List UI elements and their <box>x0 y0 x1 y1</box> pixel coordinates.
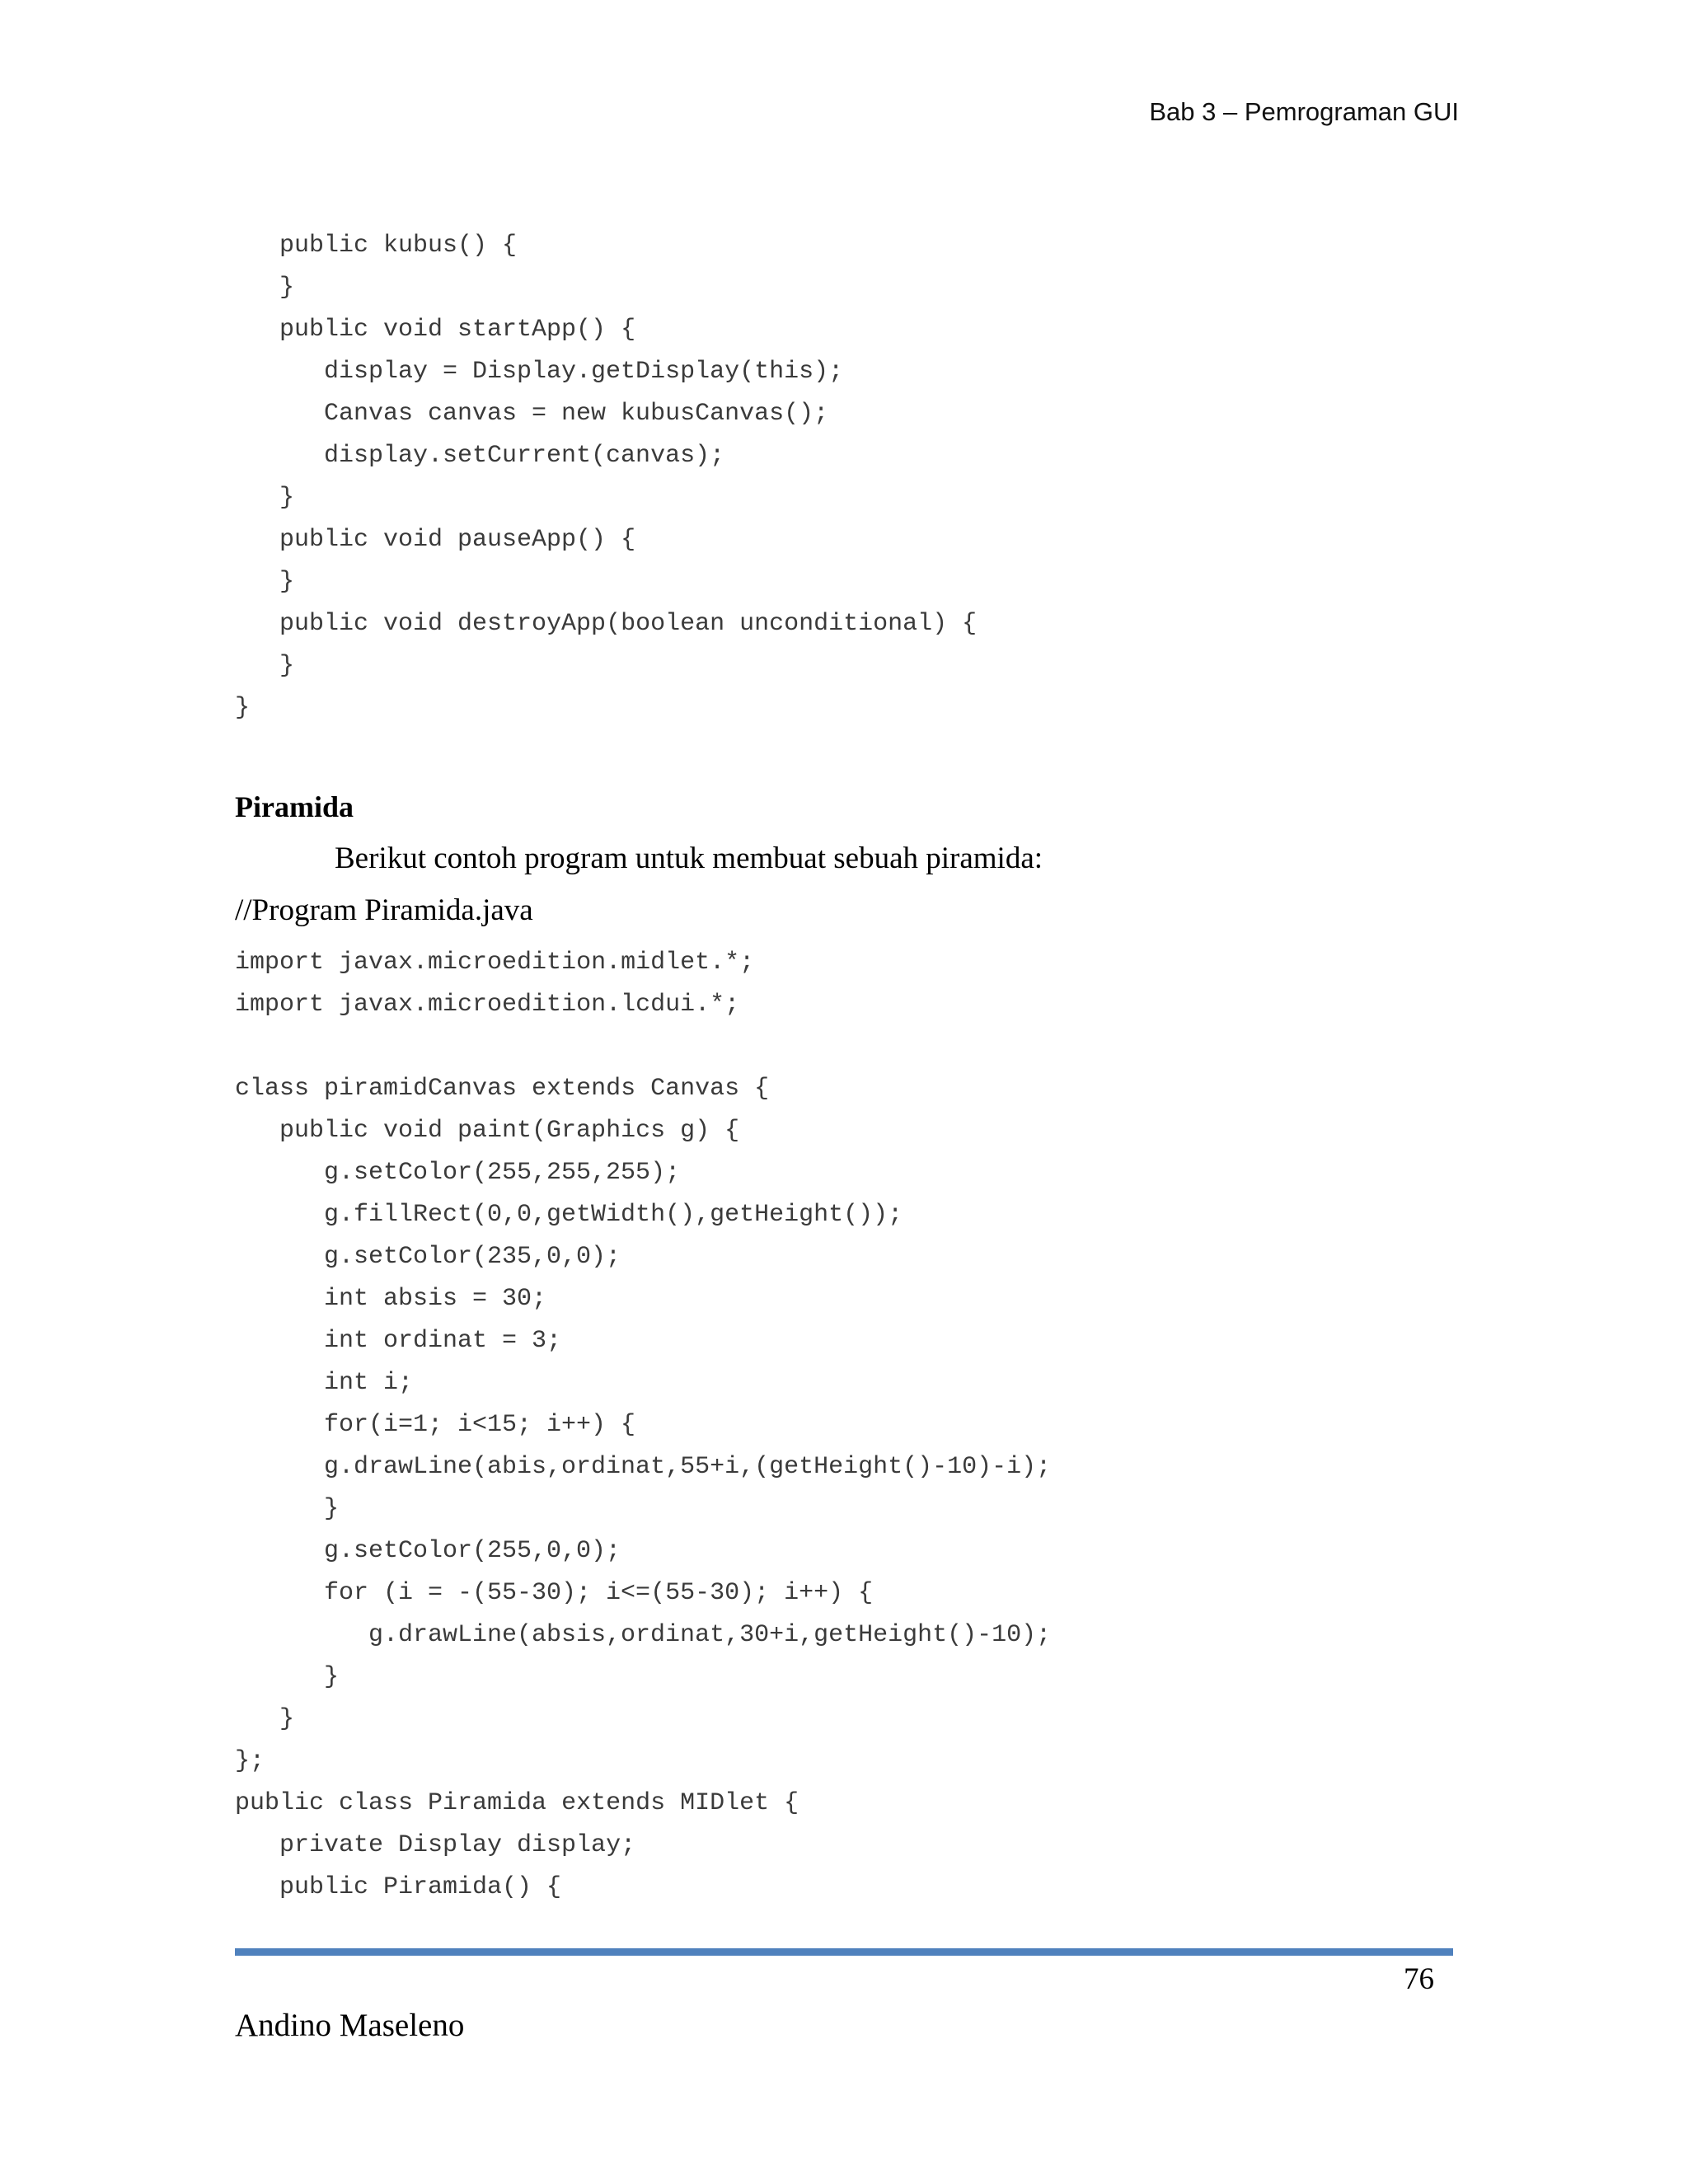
code-line: g.fillRect(0,0,getWidth(),getHeight()); <box>324 1201 903 1229</box>
code-line: g.setColor(235,0,0); <box>324 1243 621 1271</box>
page-number: 76 <box>1404 1962 1434 1996</box>
code-line: display = Display.getDisplay(this); <box>324 358 844 386</box>
code-line <box>235 1026 1051 1068</box>
code-block-top <box>235 225 977 729</box>
code-line: private Display display; <box>279 1831 636 1859</box>
code-line: }; <box>235 1747 265 1775</box>
code-line: } <box>235 694 251 722</box>
code-line: import javax.microedition.midlet.*; <box>235 949 755 977</box>
section-title: Piramida <box>235 790 354 823</box>
code-line: public class Piramida extends MIDlet { <box>235 1789 799 1817</box>
intro-paragraph: Berikut contoh program untuk membuat sebuah piramida: <box>335 841 1043 875</box>
code-line: public void paint(Graphics g) { <box>279 1117 740 1145</box>
code-line: } <box>279 652 295 680</box>
running-header: Bab 3 – Pemrograman GUI <box>1149 97 1459 126</box>
code-line: public Piramida() { <box>279 1873 562 1901</box>
code-line: display.setCurrent(canvas); <box>324 442 725 470</box>
code-line: Canvas canvas = new kubusCanvas(); <box>324 400 829 428</box>
footer-rule <box>235 1948 1453 1956</box>
code-line: public void startApp() { <box>279 316 636 344</box>
code-line: public void pauseApp() { <box>279 526 636 554</box>
code-line: public void destroyApp(boolean unconditional) { <box>279 610 978 638</box>
code-line: class piramidCanvas extends Canvas { <box>235 1075 770 1103</box>
code-line: } <box>279 484 295 512</box>
code-line: for(i=1; i<15; i++) { <box>324 1411 636 1439</box>
code-line: for (i = -(55-30); i<=(55-30); i++) { <box>324 1579 874 1607</box>
code-line: g.setColor(255,255,255); <box>324 1159 681 1187</box>
code-line: g.setColor(255,0,0); <box>324 1537 621 1565</box>
code-line: } <box>324 1663 340 1691</box>
code-line: int ordinat = 3; <box>324 1327 562 1355</box>
code-line: int absis = 30; <box>324 1285 547 1313</box>
code-line: g.drawLine(absis,ordinat,30+i,getHeight()-10); <box>368 1621 1052 1649</box>
code-line: import javax.microedition.lcdui.*; <box>235 991 740 1019</box>
code-line: g.drawLine(abis,ordinat,55+i,(getHeight()-10)-i); <box>324 1453 1052 1481</box>
code-line: } <box>279 274 295 302</box>
code-line: } <box>324 1495 340 1523</box>
code-block-piramida <box>235 942 1051 1909</box>
code-line: public kubus() { <box>279 232 518 260</box>
code-line: int i; <box>324 1369 414 1397</box>
author-name: Andino Maseleno <box>235 2008 465 2043</box>
code-line: } <box>279 1705 295 1733</box>
code-line: } <box>279 568 295 596</box>
file-comment: //Program Piramida.java <box>235 893 533 927</box>
